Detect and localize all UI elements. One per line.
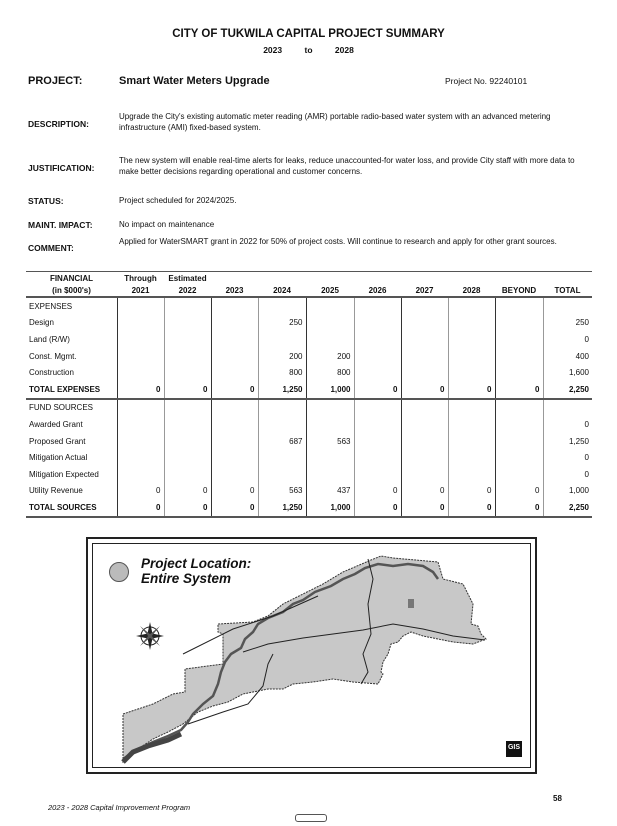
status-text: Project scheduled for 2024/2025. bbox=[119, 196, 237, 205]
cell-value: 0 bbox=[354, 381, 401, 399]
table-row bbox=[26, 348, 592, 365]
cell-value bbox=[495, 399, 543, 417]
cell-value bbox=[258, 416, 306, 433]
city-boundary-map bbox=[93, 544, 530, 767]
cell-value bbox=[495, 433, 543, 450]
cell-value bbox=[164, 364, 211, 381]
table-row bbox=[26, 466, 592, 483]
cell-value: 0 bbox=[211, 381, 258, 399]
cell-value: 2,250 bbox=[543, 499, 592, 517]
cell-value bbox=[495, 297, 543, 315]
cell-value bbox=[354, 315, 401, 332]
cell-value: 0 bbox=[164, 483, 211, 500]
row-label: Awarded Grant bbox=[29, 419, 83, 429]
cell-value bbox=[448, 297, 495, 315]
cell-value bbox=[306, 297, 354, 315]
cell-value: 1,250 bbox=[258, 381, 306, 399]
cell-value: 0 bbox=[117, 499, 164, 517]
table-row bbox=[26, 433, 592, 450]
cell-value bbox=[401, 449, 448, 466]
cell-value bbox=[448, 416, 495, 433]
cell-value: 0 bbox=[448, 483, 495, 500]
city-logo-icon bbox=[295, 814, 327, 822]
row-label: Utility Revenue bbox=[29, 486, 83, 496]
cell-value bbox=[164, 315, 211, 332]
cell-value bbox=[258, 297, 306, 315]
cell-value bbox=[164, 466, 211, 483]
cell-value: 0 bbox=[354, 483, 401, 500]
cell-value bbox=[117, 416, 164, 433]
expenses-section bbox=[26, 297, 592, 399]
cell-value bbox=[495, 348, 543, 365]
total-row bbox=[26, 499, 592, 517]
cell-value bbox=[258, 449, 306, 466]
cell-value bbox=[117, 297, 164, 315]
cell-value: 800 bbox=[258, 364, 306, 381]
cell-value bbox=[448, 466, 495, 483]
row-label: Construction bbox=[29, 368, 74, 378]
cell-value bbox=[211, 433, 258, 450]
table-row bbox=[26, 416, 592, 433]
cell-value: 0 bbox=[495, 483, 543, 500]
cell-value bbox=[164, 449, 211, 466]
cell-value bbox=[211, 297, 258, 315]
table-row bbox=[26, 483, 592, 500]
cell-value bbox=[164, 348, 211, 365]
col-header: FINANCIAL bbox=[26, 272, 117, 285]
cell-value: 0 bbox=[164, 381, 211, 399]
cell-value bbox=[401, 433, 448, 450]
cell-value: 0 bbox=[211, 483, 258, 500]
cell-value bbox=[401, 297, 448, 315]
cell-value bbox=[354, 466, 401, 483]
cell-value bbox=[258, 399, 306, 417]
cell-value bbox=[164, 297, 211, 315]
col-header: 2027 bbox=[401, 284, 448, 297]
cell-value: 400 bbox=[543, 348, 592, 365]
cell-value bbox=[306, 416, 354, 433]
project-location-map bbox=[86, 537, 537, 774]
cell-value: 687 bbox=[258, 433, 306, 450]
cell-value bbox=[495, 449, 543, 466]
cell-value: 0 bbox=[543, 449, 592, 466]
cell-value bbox=[211, 399, 258, 417]
cell-value: 200 bbox=[258, 348, 306, 365]
fund-sources-section bbox=[26, 399, 592, 517]
cell-value: 0 bbox=[117, 381, 164, 399]
comment-label: COMMENT: bbox=[28, 243, 74, 253]
cell-value: 0 bbox=[543, 331, 592, 348]
cell-value bbox=[495, 416, 543, 433]
cell-value bbox=[401, 331, 448, 348]
col-header: 2024 bbox=[258, 284, 306, 297]
year-range bbox=[0, 45, 617, 55]
cell-value: 0 bbox=[211, 499, 258, 517]
cell-value: 563 bbox=[306, 433, 354, 450]
cell-value: 0 bbox=[495, 499, 543, 517]
cell-value bbox=[117, 449, 164, 466]
comment-text: Applied for WaterSMART grant in 2022 for 50% of project costs. Will continue to research and apply for other grant sources. bbox=[119, 237, 557, 246]
cell-value bbox=[117, 331, 164, 348]
cell-value bbox=[211, 348, 258, 365]
project-name: Smart Water Meters Upgrade bbox=[119, 75, 270, 87]
cell-value: 1,000 bbox=[543, 483, 592, 500]
row-label: Const. Mgmt. bbox=[29, 351, 77, 361]
cell-value bbox=[495, 331, 543, 348]
row-label: Mitigation Actual bbox=[29, 453, 88, 463]
cell-value bbox=[495, 364, 543, 381]
row-label: EXPENSES bbox=[29, 301, 73, 311]
page-title: CITY OF TUKWILA CAPITAL PROJECT SUMMARY bbox=[172, 28, 445, 40]
cell-value bbox=[401, 315, 448, 332]
cell-value: 2,250 bbox=[543, 381, 592, 399]
header-row-2 bbox=[26, 284, 592, 297]
cell-value bbox=[354, 449, 401, 466]
cell-value bbox=[306, 315, 354, 332]
header-row-1 bbox=[26, 272, 592, 285]
cell-value bbox=[211, 449, 258, 466]
cell-value bbox=[164, 433, 211, 450]
cell-value: 0 bbox=[401, 483, 448, 500]
cell-value: 250 bbox=[258, 315, 306, 332]
cell-value: 1,250 bbox=[543, 433, 592, 450]
project-label: PROJECT: bbox=[28, 75, 83, 87]
row-label: TOTAL EXPENSES bbox=[26, 381, 117, 399]
cell-value: 1,000 bbox=[306, 381, 354, 399]
cell-value: 437 bbox=[306, 483, 354, 500]
cell-value bbox=[448, 364, 495, 381]
cell-value bbox=[117, 433, 164, 450]
cell-value bbox=[543, 297, 592, 315]
col-header: 2028 bbox=[448, 284, 495, 297]
cell-value: 0 bbox=[354, 499, 401, 517]
cell-value bbox=[164, 331, 211, 348]
row-label: TOTAL SOURCES bbox=[26, 499, 117, 517]
compass-rose-icon bbox=[136, 622, 164, 650]
row-label: Proposed Grant bbox=[29, 436, 86, 446]
cell-value bbox=[211, 416, 258, 433]
cell-value bbox=[117, 399, 164, 417]
year-end: 2028 bbox=[334, 45, 354, 55]
cell-value bbox=[354, 297, 401, 315]
cell-value bbox=[354, 348, 401, 365]
cell-value bbox=[211, 466, 258, 483]
cell-value bbox=[401, 399, 448, 417]
cell-value bbox=[401, 364, 448, 381]
cell-value bbox=[401, 466, 448, 483]
col-header: Estimated bbox=[164, 272, 211, 285]
col-header: Through bbox=[117, 272, 164, 285]
table-row bbox=[26, 399, 592, 417]
cell-value bbox=[117, 315, 164, 332]
maint-impact-text: No impact on maintenance bbox=[119, 220, 215, 229]
cell-value bbox=[354, 364, 401, 381]
status-label: STATUS: bbox=[28, 196, 64, 206]
cell-value: 0 bbox=[164, 499, 211, 517]
cell-value: 0 bbox=[401, 381, 448, 399]
cell-value bbox=[448, 399, 495, 417]
cell-value bbox=[354, 416, 401, 433]
table-row bbox=[26, 449, 592, 466]
col-header: 2022 bbox=[164, 284, 211, 297]
cell-value bbox=[306, 466, 354, 483]
cell-value bbox=[306, 449, 354, 466]
cell-value bbox=[448, 331, 495, 348]
cell-value bbox=[401, 348, 448, 365]
col-header: TOTAL bbox=[543, 284, 592, 297]
cell-value bbox=[448, 315, 495, 332]
cell-value bbox=[354, 399, 401, 417]
cell-value: 1,000 bbox=[306, 499, 354, 517]
cell-value: 800 bbox=[306, 364, 354, 381]
cell-value bbox=[448, 449, 495, 466]
table-row bbox=[26, 331, 592, 348]
year-start: 2023 bbox=[263, 45, 283, 55]
cell-value: 0 bbox=[117, 483, 164, 500]
cell-value bbox=[354, 331, 401, 348]
cell-value: 0 bbox=[401, 499, 448, 517]
cell-value: 1,250 bbox=[258, 499, 306, 517]
col-header: 2026 bbox=[354, 284, 401, 297]
gis-logo: GIS bbox=[506, 741, 522, 757]
col-header: 2023 bbox=[211, 284, 258, 297]
row-label: Mitigation Expected bbox=[29, 469, 99, 479]
description-text: Upgrade the City's existing automatic meter reading (AMR) portable radio-based water system with an advanced metering infrastructure (AMI) fixed-based system. bbox=[119, 112, 551, 132]
cell-value bbox=[258, 331, 306, 348]
footer-program: 2023 - 2028 Capital Improvement Program bbox=[48, 803, 191, 812]
cell-value bbox=[495, 466, 543, 483]
cell-value: 0 bbox=[448, 381, 495, 399]
cell-value: 250 bbox=[543, 315, 592, 332]
col-header: 2021 bbox=[117, 284, 164, 297]
map-title: Project Location: Entire System bbox=[141, 556, 252, 586]
cell-value bbox=[117, 466, 164, 483]
cell-value: 0 bbox=[495, 381, 543, 399]
cell-value bbox=[164, 416, 211, 433]
cell-value: 1,600 bbox=[543, 364, 592, 381]
row-label: Land (R/W) bbox=[29, 334, 70, 344]
cell-value: 0 bbox=[543, 466, 592, 483]
col-header: 2025 bbox=[306, 284, 354, 297]
row-label: Design bbox=[29, 318, 54, 328]
cell-value: 200 bbox=[306, 348, 354, 365]
cell-value bbox=[117, 348, 164, 365]
cell-value bbox=[164, 399, 211, 417]
cell-value bbox=[543, 399, 592, 417]
cell-value bbox=[448, 433, 495, 450]
row-label: FUND SOURCES bbox=[29, 403, 94, 413]
cell-value: 0 bbox=[543, 416, 592, 433]
cell-value: 563 bbox=[258, 483, 306, 500]
table-row bbox=[26, 315, 592, 332]
cell-value bbox=[495, 315, 543, 332]
col-header: BEYOND bbox=[495, 284, 543, 297]
cell-value bbox=[401, 416, 448, 433]
cell-value bbox=[306, 399, 354, 417]
cell-value bbox=[306, 331, 354, 348]
table-row bbox=[26, 297, 592, 315]
year-to: to bbox=[304, 45, 313, 55]
project-number: Project No. 92240101 bbox=[445, 76, 528, 86]
description-label: DESCRIPTION: bbox=[28, 119, 89, 129]
table-row bbox=[26, 364, 592, 381]
cell-value bbox=[448, 348, 495, 365]
col-header: (in $000's) bbox=[26, 284, 117, 297]
financial-table bbox=[26, 271, 592, 518]
total-row bbox=[26, 381, 592, 399]
cell-value: 0 bbox=[448, 499, 495, 517]
page-number: 58 bbox=[553, 794, 562, 803]
cell-value bbox=[211, 315, 258, 332]
cell-value bbox=[211, 331, 258, 348]
cell-value bbox=[258, 466, 306, 483]
justification-label: JUSTIFICATION: bbox=[28, 163, 95, 173]
justification-text: The new system will enable real-time alerts for leaks, reduce unaccounted-for water loss, and provide City staff with more data to make better decisions regarding operational and customer concerns. bbox=[119, 156, 575, 176]
maint-impact-label: MAINT. IMPACT: bbox=[28, 220, 93, 230]
cell-value bbox=[117, 364, 164, 381]
cell-value bbox=[354, 433, 401, 450]
cell-value bbox=[211, 364, 258, 381]
